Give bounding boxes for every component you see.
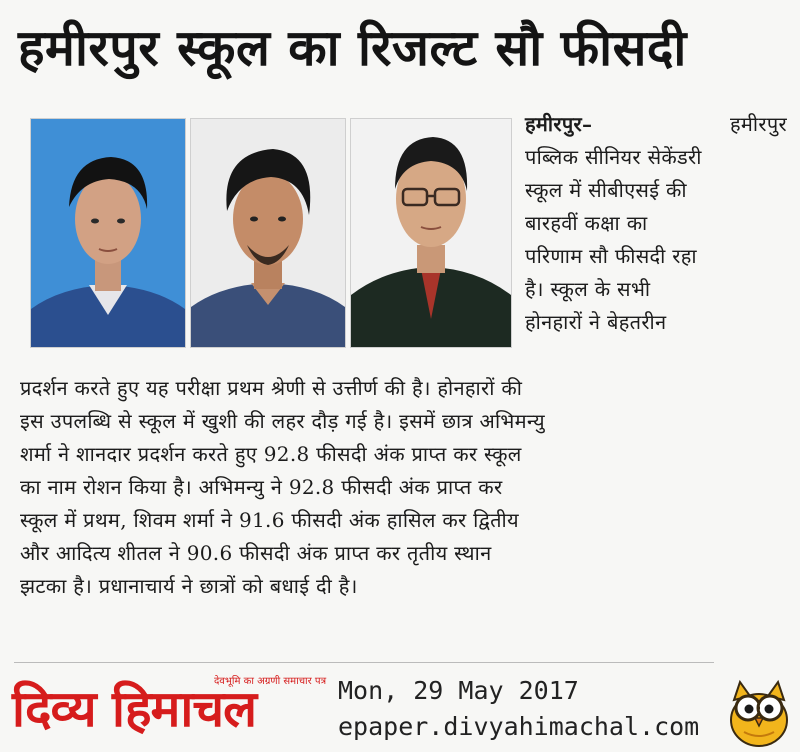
article-line: का नाम रोशन किया है। अभिमन्यु ने 92.8 फीसदी अंक प्राप्त कर bbox=[20, 475, 503, 499]
newspaper-logo: दिव्य हिमाचल bbox=[12, 680, 257, 738]
article-line bbox=[525, 108, 787, 141]
article-line: शर्मा ने शानदार प्रदर्शन करते हुए 92.8 फीसदी अंक प्राप्त कर स्कूल bbox=[20, 442, 522, 466]
article-full-column bbox=[20, 372, 790, 603]
student-photo-icon bbox=[351, 119, 511, 347]
footer-divider bbox=[14, 662, 714, 663]
article-line: स्कूल में प्रथम, शिवम शर्मा ने 91.6 फीसदी अंक हासिल कर द्वितीय bbox=[20, 508, 519, 532]
article-line: स्कूल में सीबीएसई की bbox=[525, 178, 687, 202]
article-line: पब्लिक सीनियर सेकेंडरी bbox=[525, 145, 702, 169]
student-photo-2 bbox=[190, 118, 346, 348]
article-line: बारहवीं कक्षा का bbox=[525, 211, 648, 235]
article-line: है। स्कूल के सभी bbox=[525, 277, 651, 301]
article-line: परिणाम सौ फीसदी रहा bbox=[525, 244, 697, 268]
article-right-column bbox=[525, 108, 787, 339]
article-line: झटका है। प्रधानाचार्य ने छात्रों को बधाई दी है। bbox=[20, 574, 358, 598]
student-photo-icon bbox=[191, 119, 345, 347]
epaper-url[interactable]: epaper.divyahimachal.com bbox=[338, 712, 700, 741]
student-photo-1 bbox=[30, 118, 186, 348]
student-photos bbox=[30, 118, 510, 346]
article-text: हमीरपुर bbox=[730, 112, 787, 136]
student-photo-3 bbox=[350, 118, 512, 348]
newspaper-tagline: देवभूमि का अग्रणी समाचार पत्र bbox=[214, 676, 327, 687]
dateline: हमीरपुर– bbox=[525, 112, 593, 136]
article-line: प्रदर्शन करते हुए यह परीक्षा प्रथम श्रेणी से उत्तीर्ण की है। होनहारों की bbox=[20, 376, 523, 400]
headline: हमीरपुर स्कूल का रिजल्ट सौ फीसदी bbox=[18, 19, 687, 77]
article-line: और आदित्य शीतल ने 90.6 फीसदी अंक प्राप्त कर तृतीय स्थान bbox=[20, 541, 492, 565]
publication-date: Mon, 29 May 2017 bbox=[338, 676, 579, 705]
article-line: होनहारों ने बेहतरीन bbox=[525, 310, 667, 334]
owl-mascot-icon bbox=[722, 670, 796, 748]
article-line: इस उपलब्धि से स्कूल में खुशी की लहर दौड़ गई है। इसमें छात्र अभिमन्यु bbox=[20, 409, 545, 433]
student-photo-icon bbox=[31, 119, 185, 347]
